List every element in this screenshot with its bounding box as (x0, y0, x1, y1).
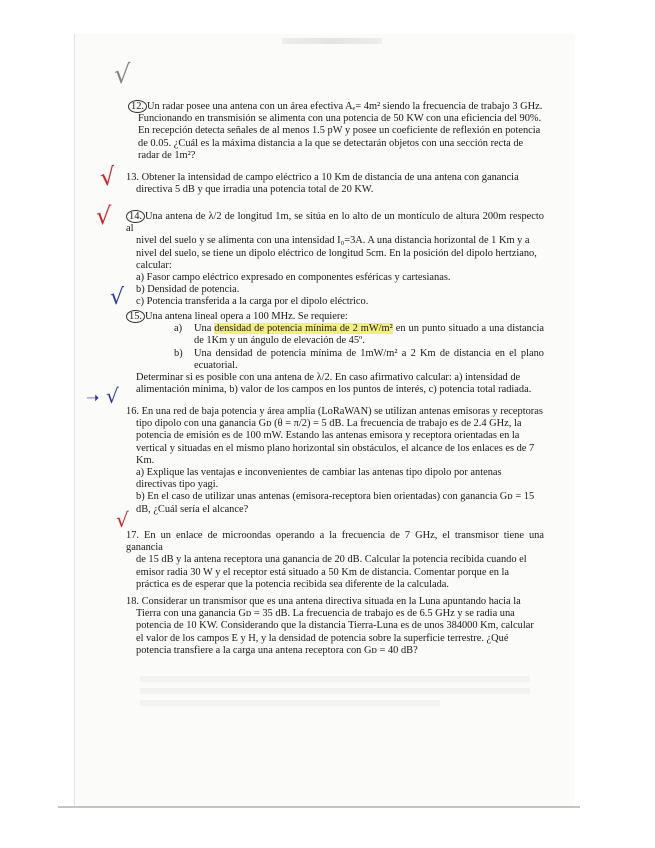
problem-15 (126, 310, 544, 396)
bleed-through-line (140, 688, 530, 694)
problem-line: Tierra con una ganancia Gᴅ = 35 dB. La frecuencia de trabajo es de 6.5 GHz y se radia una (136, 608, 515, 620)
problem-line: nivel del suelo, se tiene un dipolo eléctrico de longitud 5cm. En la posición del dipolo hertziano, (136, 247, 537, 259)
problem-line: el valor de los campos E y H, y la densidad de potencia sobre la superficie terrestre. ¿Qué (136, 632, 509, 644)
problem-line: práctica es de esperar que la potencia recibida sea diferente de la calculada. (136, 578, 449, 590)
problem-line: de 0.05. ¿Cuál es la máxima distancia a la que se detectarán objetos con una sección recta de (138, 137, 524, 149)
blue-check-mark: √ (110, 285, 125, 310)
problem-line: Determinar si es posible con una antena de λ/2. En caso afirmativo calcular: a) intensidad de (136, 372, 521, 384)
problem-line: En una red de baja potencia y área amplia (LoRaWAN) se utilizan antenas emisoras y receptoras (141, 406, 543, 417)
problem-line: a) Fasor campo eléctrico expresado en componentes esféricas y cartesianas. (136, 272, 451, 284)
sub-item-b (126, 348, 544, 372)
problem-line: Considerar un transmisor que es una antena directiva situada en la Luna apuntando hacia la (141, 596, 521, 607)
problem-number: 18. (126, 596, 139, 607)
problem-line: tipo dipolo con una ganancia Gᴅ (θ = π/2) = 5 dB. La frecuencia de trabajo es de 2.4 GHz, la (136, 418, 522, 430)
highlighted-text: densidad de potencia mínima de 2 mW/m² (214, 323, 393, 335)
problem-line: En recepción detecta señales de al menos 1.5 pW y posee un coeficiente de reflexión en potencia (138, 125, 541, 137)
problem-line: potencia de emisión es de 100 mW. Estando las antenas emisora y receptora orientadas en la (136, 430, 520, 442)
problem-line: calcular: (136, 259, 172, 271)
red-check-mark: √ (98, 162, 117, 192)
problem-17 (126, 530, 544, 591)
problem-line: b) Densidad de potencia. (136, 284, 240, 296)
page-bottom-edge (58, 806, 580, 808)
problem-line: potencia de 10 KW. Considerando que la distancia Tierra-Luna es de unos 384000 Km, calcular (136, 620, 534, 632)
problem-line: dB, ¿Cuál sería el alcance? (136, 503, 249, 515)
problem-line: vertical y situadas en el mismo plano horizontal sin obstáculos, el alcance de los enlaces es de 7 (136, 442, 535, 454)
problem-line: En un enlace de microondas operando a la frecuencia de 7 GHz, el transmisor tiene una ganancia (126, 530, 544, 554)
item-label: a) (174, 323, 183, 335)
problem-line: b) En el caso de utilizar unas antenas (emisora-receptora bien orientadas) con ganancia Gᴅ = 15 (136, 491, 535, 503)
item-text: Una (194, 323, 215, 335)
bleed-through-line (140, 700, 440, 706)
problem-line: de 15 dB y la antena receptora una ganancia de 20 dB. Calcular la potencia recibida cuando el (136, 554, 527, 566)
problem-number: 12. (128, 100, 147, 113)
item-text: en un punto situado a una distancia de 1Km y un ángulo de elevación de 45º. (194, 323, 544, 347)
problem-line: c) Potencia transferida a la carga por el dipolo eléctrico. (136, 296, 369, 308)
faded-header (282, 38, 382, 44)
blue-arrow-icon: ➝ (86, 388, 100, 407)
problem-13 (126, 172, 544, 196)
problem-number: 14. (126, 210, 145, 223)
problem-line: Obtener la intensidad de campo eléctrico a 10 Km de distancia de una antena con ganancia (141, 172, 519, 183)
problem-line: a) Explique las ventajas e inconvenientes de cambiar las antenas tipo dipolo por antenas (136, 467, 502, 479)
problem-intro: Una antena lineal opera a 100 MHz. Se requiere: (145, 311, 348, 322)
problem-number: 13. (126, 172, 139, 183)
problem-line: nivel del suelo y se alimenta con una intensidad I₀=3A. A una distancia horizontal de 1 Km y a (136, 235, 530, 247)
problem-line: directiva 5 dB y que irradia una potencia total de 20 KW. (136, 184, 374, 196)
problem-16 (126, 406, 544, 516)
problem-number: 15. (126, 310, 145, 323)
problem-line: Un radar posee una antena con un área efectiva Aₑ= 4m² siendo la frecuencia de trabajo 3 GHz. (147, 101, 543, 112)
problem-number: 16. (126, 406, 139, 417)
problem-12 (128, 100, 543, 162)
red-check-mark: √ (96, 202, 112, 230)
problem-line: Funcionando en transmisión se alimenta con una potencia de 50 KW con una eficiencia del 90%. (138, 113, 542, 125)
item-text: Una densidad de potencia mínima de 1mW/m² a 2 Km de distancia en el plano ecuatorial. (194, 347, 544, 371)
problem-18 (126, 596, 544, 657)
problem-number: 17. (126, 530, 139, 541)
sub-item-a (126, 323, 544, 347)
blue-check-mark: √ (106, 384, 119, 408)
item-label: b) (174, 347, 183, 359)
problem-14 (126, 210, 544, 309)
problem-line: alimentación mínima, b) valor de los campos en los puntos de interés, c) potencia total radiada. (136, 384, 532, 396)
check-mark: √ (114, 60, 131, 90)
problem-line: directivas tipo yagi. (136, 479, 219, 491)
problem-line: Km. (136, 454, 155, 466)
problem-line: radar de 1m²? (138, 149, 196, 161)
bleed-through-line (140, 676, 530, 682)
red-check-mark: √ (116, 508, 129, 532)
problem-line: potencia transfiere a la carga una antena receptora con Gᴅ = 40 dB? (136, 644, 418, 656)
problem-line: emisor radia 30 W y el receptor está situado a 50 Km de distancia. Comentar porque en la (136, 566, 509, 578)
problem-line: Una antena de λ/2 de longitud 1m, se sitúa en lo alto de un montículo de altura 200m respecto al (126, 211, 544, 235)
